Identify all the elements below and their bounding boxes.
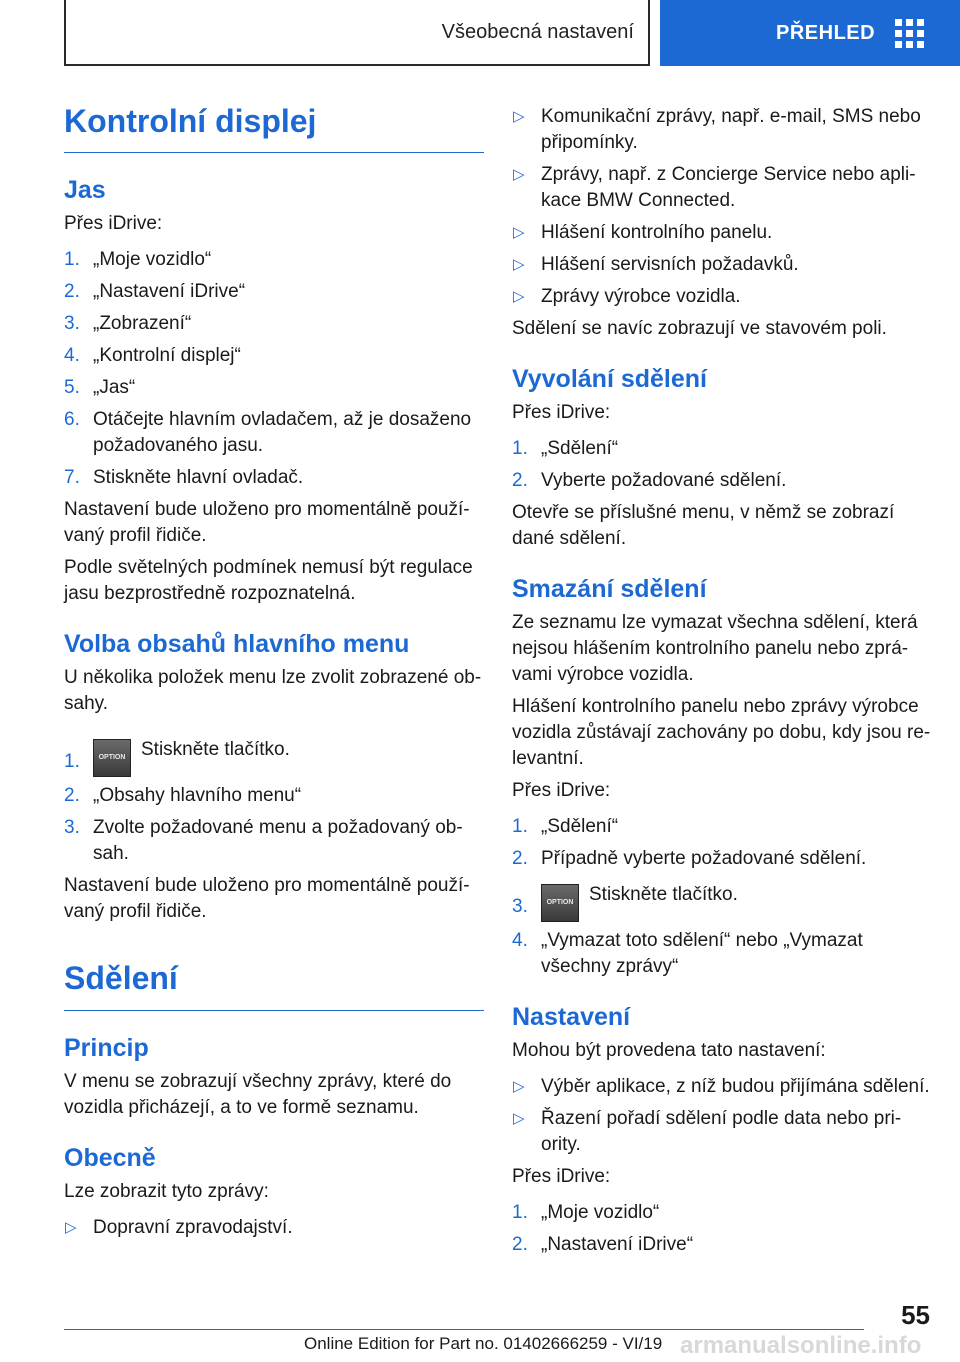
list-item: 6. Otáčejte hlavním ovladačem, až je dosaženo požadovaného jasu. [64,409,472,457]
header-section-title: Všeobecná nastavení [441,20,634,43]
list-item: 1. „Moje vozidlo“ [64,249,212,271]
list-item: 2. „Obsahy hlavního menu“ [64,785,302,807]
heading-sdeleni: Sdělení [64,959,484,1010]
page-number: 55 [901,1300,930,1330]
list-item: ▷ Zprávy výrobce vozidla. [513,286,741,307]
nastaveni-idrive: Přes iDrive: [512,1166,611,1187]
list-item: 2. „Nastavení iDrive“ [512,1234,694,1255]
list-item: 4. „Kontrolní displej“ [64,345,241,367]
header-section-box [64,0,650,66]
list-item: 2. Vyberte požadované sdělení. [512,470,787,491]
heading-kontrolni-displej: Kontrolní displej [64,102,484,153]
list-item: 1. „Moje vozidlo“ [512,1202,660,1223]
list-item: ▷ Komunikační zprávy, např. e-mail, SMS nebo připomínky. [513,106,921,153]
left-column [64,100,484,1241]
obecne-bullets [64,1215,484,1241]
message-type-bullets [512,104,932,310]
list-item: 1. „Sdělení“ [512,816,619,837]
princip-text: V menu se zobrazují všechny zprávy, které do vozidla přicházejí, a to ve formě seznamu. [64,1070,452,1118]
menu-intro: U několika položek menu lze zvolit zobrazené obsahy. [64,667,482,715]
list-item: 1. OPTION Stiskněte tlačítko. [64,733,484,777]
jas-intro: Přes iDrive: [64,213,163,235]
list-item: 7. Stiskněte hlavní ovladač. [64,467,304,489]
nastaveni-intro: Mohou být provedena tato nastavení: [512,1040,826,1061]
watermark: armanualsonline.info [680,1332,922,1359]
heading-vyvolani: Vyvolání sdělení [512,365,707,393]
option-button-icon: OPTION [93,739,131,777]
smazani-text-1: Ze seznamu lze vymazat všechna sdělení, která nejsou hlášením kontrolního panelu nebo zprávami výrobce vozidla. [512,612,918,685]
heading-volba-obsahu: Volba obsahů hlavního menu [64,630,410,659]
nastaveni-steps [512,1200,932,1258]
footer-edition: Online Edition for Part no. 01402666259 - VI/19 [304,1334,663,1353]
smazani-steps [512,814,932,980]
jas-steps [64,247,484,491]
option-button-icon: OPTION [541,884,579,922]
list-item: ▷ Hlášení servisních požadavků. [513,254,799,275]
menu-steps [64,733,484,867]
list-item: ▷ Řazení pořadí sdělení podle data nebo priority. [513,1108,902,1155]
list-item: 5. „Jas“ [64,377,136,399]
list-item: 3. OPTION Stiskněte tlačítko. [512,878,932,922]
obecne-text: Lze zobrazit tyto zprávy: [64,1180,269,1202]
footer-divider [64,1329,864,1330]
list-item: 2. „Nastavení iDrive“ [64,281,246,303]
vyvolani-intro: Přes iDrive: [512,402,611,423]
heading-nastaveni: Nastavení [512,1003,631,1031]
nastaveni-bullets [512,1074,932,1158]
list-item: ▷ Zprávy, např. z Concierge Service nebo aplikace BMW Connected. [513,164,916,211]
status-note: Sdělení se navíc zobrazují ve stavovém poli. [512,318,887,339]
grid-icon [895,19,924,48]
jas-note-2: Podle světelných podmínek nemusí být regulace jasu bezprostředně rozpoznatelná. [64,557,473,605]
list-item: ▷ Hlášení kontrolního panelu. [513,222,773,243]
list-item: 1. „Sdělení“ [512,438,619,459]
jas-note-1: Nastavení bude uloženo pro momentálně používaný profil řidiče. [64,499,470,547]
overview-label: PŘEHLED [776,21,876,44]
heading-princip: Princip [64,1033,149,1062]
heading-obecne: Obecně [64,1143,156,1172]
overview-button[interactable] [660,0,960,66]
right-column [512,104,932,1258]
smazani-intro: Přes iDrive: [512,780,611,801]
list-item: ▷ Výběr aplikace, z níž budou přijímána sdělení. [513,1076,930,1097]
list-item: ▷ Dopravní zpravodajství. [65,1216,293,1238]
heading-smazani: Smazání sdělení [512,575,707,603]
list-item: 3. Zvolte požadované menu a požadovaný obsah. [64,817,463,865]
list-item: 3. „Zobrazení“ [64,313,192,335]
menu-note: Nastavení bude uloženo pro momentálně používaný profil řidiče. [64,875,470,923]
vyvolani-steps [512,436,932,494]
vyvolani-note: Otevře se příslušné menu, v němž se zobrazí dané sdělení. [512,502,895,549]
list-item: 4. „Vymazat toto sdělení“ nebo „Vymazat všechny zprávy“ [512,930,863,977]
list-item: 2. Případně vyberte požadované sdělení. [512,848,867,869]
heading-jas: Jas [64,176,106,205]
smazani-text-2: Hlášení kontrolního panelu nebo zprávy výrobce vozidla zůstávají zachovány po dobu, kdy jsou relevantní. [512,696,931,769]
